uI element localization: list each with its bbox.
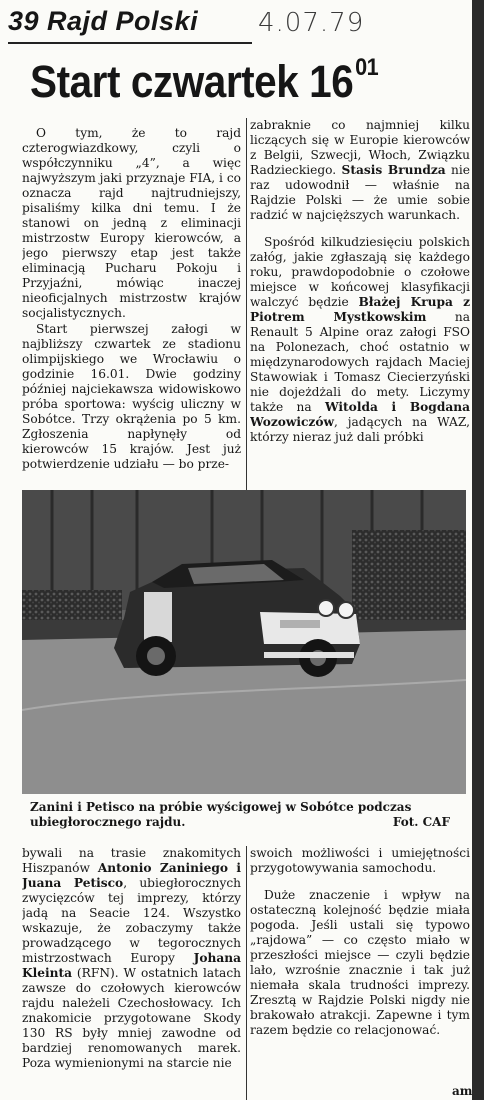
paragraph-intro: O tym, że to rajd czterogwiazdkowy, czyli o współczynniku „4”, a więc najwyższym jaki przyznaje FIA, i co oznacza rajd najtrudniejszy, pisaliśmy kilka dni temu. I że stanowi on jedną z eliminacji mistrzostw Europy kierowców, a jego pierwszy etap jest także eliminacją Pucharu Pokoju i Przyjaźni, mówiąc inaczej nieoficjalnych mistrzostw krajów socjalistycznych. [22,126,241,320]
caption-text: Zanini i Petisco na próbie wyścigowej w Sobótce podczas ubiegłorocznego rajdu. [30,800,412,829]
headline [30,54,378,108]
handwritten-date: 4.07.79 [258,8,365,38]
rally-car-photo [22,490,466,794]
name-krupa-mystkowski: Błażej Krupa z Piotrem Mystkowskim [250,295,470,324]
name-brundza: Stasis Brundza [341,163,446,177]
headline-minutes: 01 [355,54,379,81]
section-kicker: 39 Rajd Polski [8,6,199,36]
paragraph-start: Start pierwszej załogi w najbliższy czwartek ze stadionu olimpijskiego we Wrocławiu o godzinie 16.01. Dwie godziny później najciekawsza widowiskowo próba sportowa: wyścig uliczny w Sobótce. Trzy okrążenia po 5 km. Zgłoszenia napłynęły od kierowców 15 krajów. Jest już potwierdzenie udziału — bo prze- [22,322,241,471]
photo-credit: Fot. CAF [392,815,450,829]
scan-edge-shadow [472,0,484,1100]
article-column-1 [22,126,241,490]
paragraph-continuation: zabraknie co najmniej kilku liczących się w Europie kierowców z Belgii, Szwecji, Włoch, Związku Radzieckiego. Stasis Brundza nie raz udowodnił — właśnie na Rajdzie Polski — że umie sobie radzić w najcięższych warunkach. [250,118,470,222]
paragraph-weather: Duże znaczenie i wpływ na ostateczną kolejność będzie miała pogoda. Jeśli ustali się typowo „rajdowa” — co często miało w przeszłości miejsce — czyli będzie lało, wzrośnie znacznie i tak już niemała skala trudności imprezy. Zresztą w Rajdzie Polski nigdy nie brakowało atrakcji. Zapewne i tym razem będzie co relacjonować. [250,888,470,1037]
name-zanini-petisco: Antonio Zaniniego i Juana Petisco [22,861,241,890]
photo-caption [30,800,450,830]
name-kleint: Johana Kleinta [22,951,241,980]
photo-illustration [22,490,466,794]
article-column-3 [22,846,241,1100]
article-column-2 [250,118,470,492]
paragraph-continuation-2: swoich możliwości i umiejętności przygotowywania samochodu. [250,846,470,875]
column-divider-bottom [246,846,247,1100]
headline-main: Start czwartek 16 [30,56,354,107]
column-divider-top [246,118,247,490]
article-column-4 [250,846,473,1100]
kicker-underline [8,42,252,44]
author-initials: am [452,1084,473,1098]
paragraph-polish-crews: Spośród kilkudziesięciu polskich załóg, jakie zgłaszają się każdego roku, prawdopodobnie o czołowe miejsce w końcowej klasyfikacji walczyć będzie Błażej Krupa z Piotrem Mystkowskim na Renault 5 Alpine oraz załogi FSO na Polonezach, choć ostatnio w międzynarodowych rajdach Maciej Stawowiak i Tomasz Ciecierzyński nie dojeżdżali do mety. Liczymy także na Witolda i Bogdana Wozowiczów, jadących na WAZ, którzy nieraz już dali próbki [250,235,470,444]
paragraph-foreign-drivers: bywali na trasie znakomitych Hiszpanów Antonio Zaniniego i Juana Petisco, ubiegłorocznych zwycięzców tej imprezy, którzy jadą na Seacie 124. Wszystko wskazuje, że zobaczymy także prowadzącego w tegorocznych mistrzostwach Europy Johana Kleinta (RFN). W ostatnich latach zawsze do czołowych kierowców rajdu należeli Czechosłowacy. Ich znakomicie przygotowane Skody 130 RS były mniej zawodne od bardziej renomowanych marek. Poza wymienionymi na starcie nie [22,846,241,1070]
name-wozowicz: Witolda i Bogdana Wozowiczów [250,400,470,429]
